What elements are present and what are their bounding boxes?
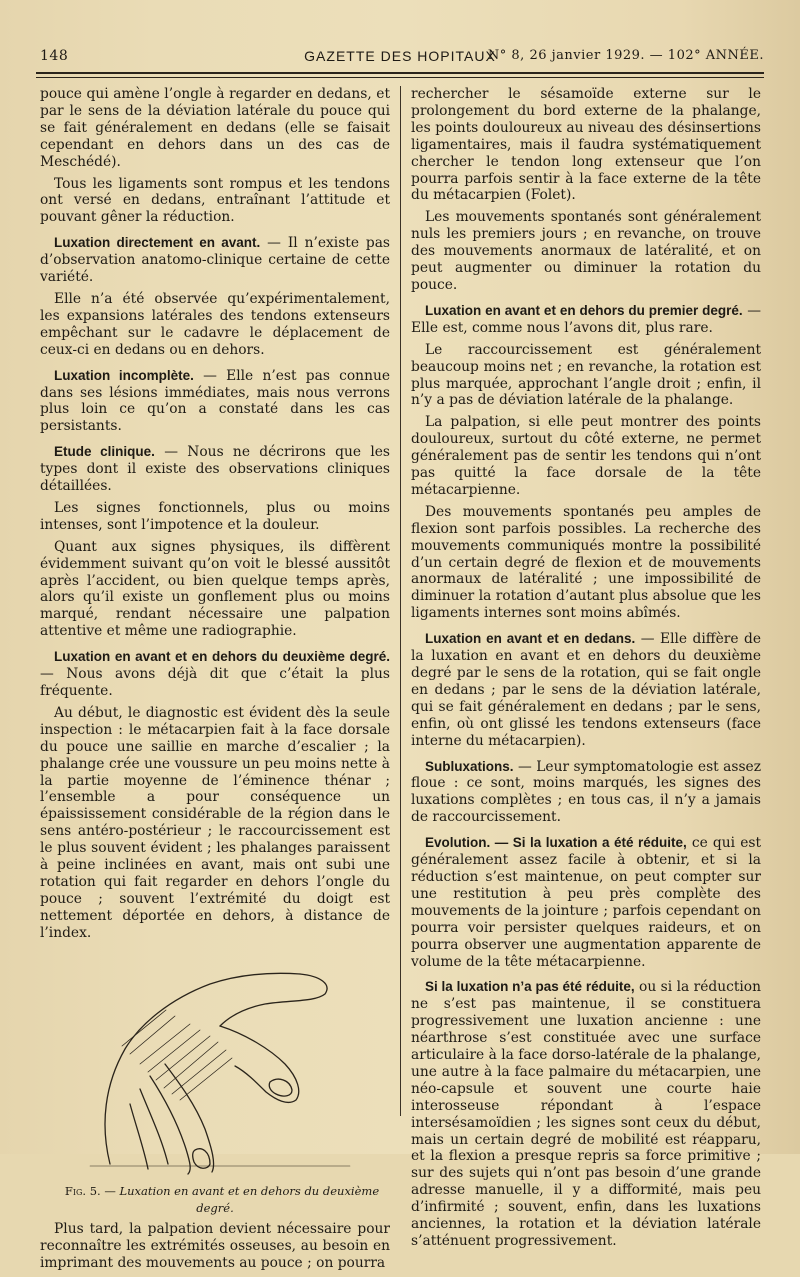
- section-paragraph: Luxation incomplète. — Elle n’est pas connue dans ses lésions immédiates, mais nous verrons plus loin ce qu’on a constaté dans les cas persistants.: [40, 367, 391, 435]
- section-heading: Si la luxation n’a pas été réduite,: [425, 979, 635, 995]
- section-heading: Luxation directement en avant.: [54, 235, 261, 251]
- section-paragraph: Si la luxation n’a pas été réduite, ou si la réduction ne s’est pas maintenue, il se constituera progressivement une luxation ancienne : une néarthrose s’est constituée avec une surface articulaire à la face dorso-latérale de la phalange, une autre à la face palmaire du métacarpien, une néo-capsule et souvent une courte haie interosseuse répondant à l’espace intersésamoïdien ; les signes sont ceux du début, mais un certain degré de mobilité est réapparu, et la flexion a presque repris sa force primitive ; sur des sujets qui n’ont pas besoin d’une grande adresse manuelle, il y a difformité, mais peu d’infirmité ; souvent, enfin, dans les luxations anciennes, la rotation et la déviation latérale s’atténuent progressivement.: [411, 979, 762, 1249]
- section-heading: Luxation incomplète.: [54, 367, 194, 383]
- paragraph: La palpation, si elle peut montrer des points douloureux, surtout du côté externe, ne permet généralement pas de sentir les tendons qui n’ont pas quitté la face dorsale de la tête métacarpienne.: [411, 414, 761, 498]
- section-paragraph: Luxation en avant et en dehors du deuxième degré. — Nous avons déjà dit que c’était la plus fréquente.: [40, 649, 390, 699]
- section-heading: Subluxations.: [425, 758, 514, 774]
- paragraph: Les signes fonctionnels, plus ou moins intenses, sont l’impotence et la douleur.: [40, 499, 390, 533]
- header-rule-thin: [36, 77, 764, 78]
- figure-hand-illustration: [40, 954, 390, 1179]
- section-paragraph: Luxation en avant et en dehors du premier degré. — Elle est, comme nous l’avons dit, plus rare.: [411, 302, 761, 336]
- paragraph: Plus tard, la palpation devient nécessaire pour reconnaître les extrémités osseuses, au besoin en imprimant des mouvements au pouce ; on pourra: [40, 1221, 390, 1272]
- issue-info: N° 8, 26 janvier 1929. — 102° ANNÉE.: [487, 48, 764, 63]
- journal-title: GAZETTE DES HOPITAUX: [304, 48, 496, 64]
- figure-label: Fig. 5.: [64, 1183, 101, 1198]
- section-paragraph: Luxation en avant et en dedans. — Elle diffère de la luxation en avant et en dehors du deuxième degré par le sens de la rotation, qui se fait ongle en dedans ; par le sens de la déviation latérale, qui se fait généralement en dedans ; par le sens, enfin, où ont glissé les tendons extenseurs (face interne du métacarpien).: [411, 631, 762, 749]
- hand-drawing: [70, 954, 370, 1179]
- header-rule: [36, 72, 764, 74]
- section-paragraph: Luxation directement en avant. — Il n’existe pas d’observation anatomo-clinique certaine de cette variété.: [40, 235, 391, 286]
- section-heading: Etude clinique.: [54, 444, 155, 460]
- running-header: [36, 48, 764, 72]
- paragraph: Elle n’a été observée qu’expérimentalement, les expansions latérales des tendons extenseurs empêchant sur le cadavre le déplacement de ceux-ci en dedans ou en dehors.: [40, 290, 390, 358]
- section-heading: Luxation en avant et en dehors du deuxième degré.: [54, 649, 390, 665]
- paragraph: Le raccourcissement est généralement beaucoup moins net ; en revanche, la rotation est plus marquée, approchant l’angle droit ; enfin, il n’y a pas de déviation latérale de la phalange.: [411, 341, 761, 409]
- section-heading: Luxation en avant et en dedans.: [425, 631, 636, 647]
- column-divider: [400, 86, 401, 1116]
- figure-caption: Fig. 5. — Luxation en avant et en dehors du deuxième degré.: [64, 1183, 380, 1215]
- section-heading: Luxation en avant et en dehors du premier degré.: [425, 302, 743, 318]
- paragraph: rechercher le sésamoïde externe sur le prolongement du bord externe de la phalange, les points douloureux au niveau des désinsertions ligamentaires, mais il faudra systématiquement chercher le tendon long extenseur que l’on pourra parfois sentir à la face externe de la tête du métacarpien (Folet).: [411, 86, 761, 204]
- paragraph: Au début, le diagnostic est évident dès la seule inspection : le métacarpien fait à la face dorsale du pouce une saillie en marche d’escalier ; la phalange crée une voussure un peu moins nette à la partie moyenne de l’éminence thénar ; l’ensemble a pour conséquence un épaississement considérable de la région dans le sens antéro-postérieur ; le raccourcissement est le plus souvent évident ; les phalanges paraissent à peine inclinées en avant, mais ont subi une rotation qui fait regarder en dehors l’ongle du pouce ; souvent l’extrémité du doigt est nettement déportée en dehors, à distance de l’index.: [40, 704, 390, 941]
- section-paragraph: Etude clinique. — Nous ne décrirons que les types dont il existe des observations cliniques détaillées.: [40, 444, 390, 495]
- paragraph: pouce qui amène l’ongle à regarder en dedans, et par le sens de la déviation latérale du pouce qui se fait généralement en dedans (elle se faisait cependant en dehors dans un des cas de Meschédé).: [40, 86, 390, 170]
- right-column: [411, 86, 761, 1255]
- left-column: [40, 86, 390, 1277]
- figure-caption-text: Luxation en avant et en dehors du deuxième degré.: [119, 1183, 380, 1215]
- section-heading-cont: — Si la luxation a été réduite,: [490, 835, 687, 851]
- paragraph: Les mouvements spontanés sont généralement nuls les premiers jours ; en revanche, on trouve des mouvements anormaux de latéralité, et on peut augmenter ou diminuer la rotation du pouce.: [411, 209, 761, 293]
- section-heading: Evolution.: [425, 835, 491, 851]
- page-number: 148: [40, 48, 69, 64]
- paragraph: Tous les ligaments sont rompus et les tendons ont versé en dedans, entraînant l’attitude et pouvant gêner la réduction.: [40, 175, 390, 226]
- section-paragraph: Subluxations. — Leur symptomatologie est assez floue : ce sont, moins marqués, les signes des luxations complètes ; en tous cas, il n’y a jamais de raccourcissement.: [411, 758, 761, 826]
- paragraph: Des mouvements spontanés peu amples de flexion sont parfois possibles. La recherche des mouvements communiqués montre la possibilité d’un certain degré de flexion et de mouvements anormaux de latéralité ; une impossibilité de diminuer la rotation d’autant plus absolue que les ligaments internes sont moins abîmés.: [411, 503, 761, 622]
- paragraph: Quant aux signes physiques, ils diffèrent évidemment suivant qu’on voit le blessé aussitôt après l’accident, ou bien quelque temps après, alors qu’il existe un gonflement plus ou moins marqué, rendant nécessaire une palpation attentive et même une radiographie.: [40, 538, 390, 640]
- section-paragraph: Evolution. — Si la luxation a été réduite, ce qui est généralement assez facile à obtenir, et si la réduction s’est maintenue, on peut compter sur une restitution à peu près complète des mouvements de la jointure ; parfois cependant on pourra voir persister quelques raideurs, et on pourra observer une augmentation apparente de volume de la tête métacarpienne.: [411, 835, 761, 970]
